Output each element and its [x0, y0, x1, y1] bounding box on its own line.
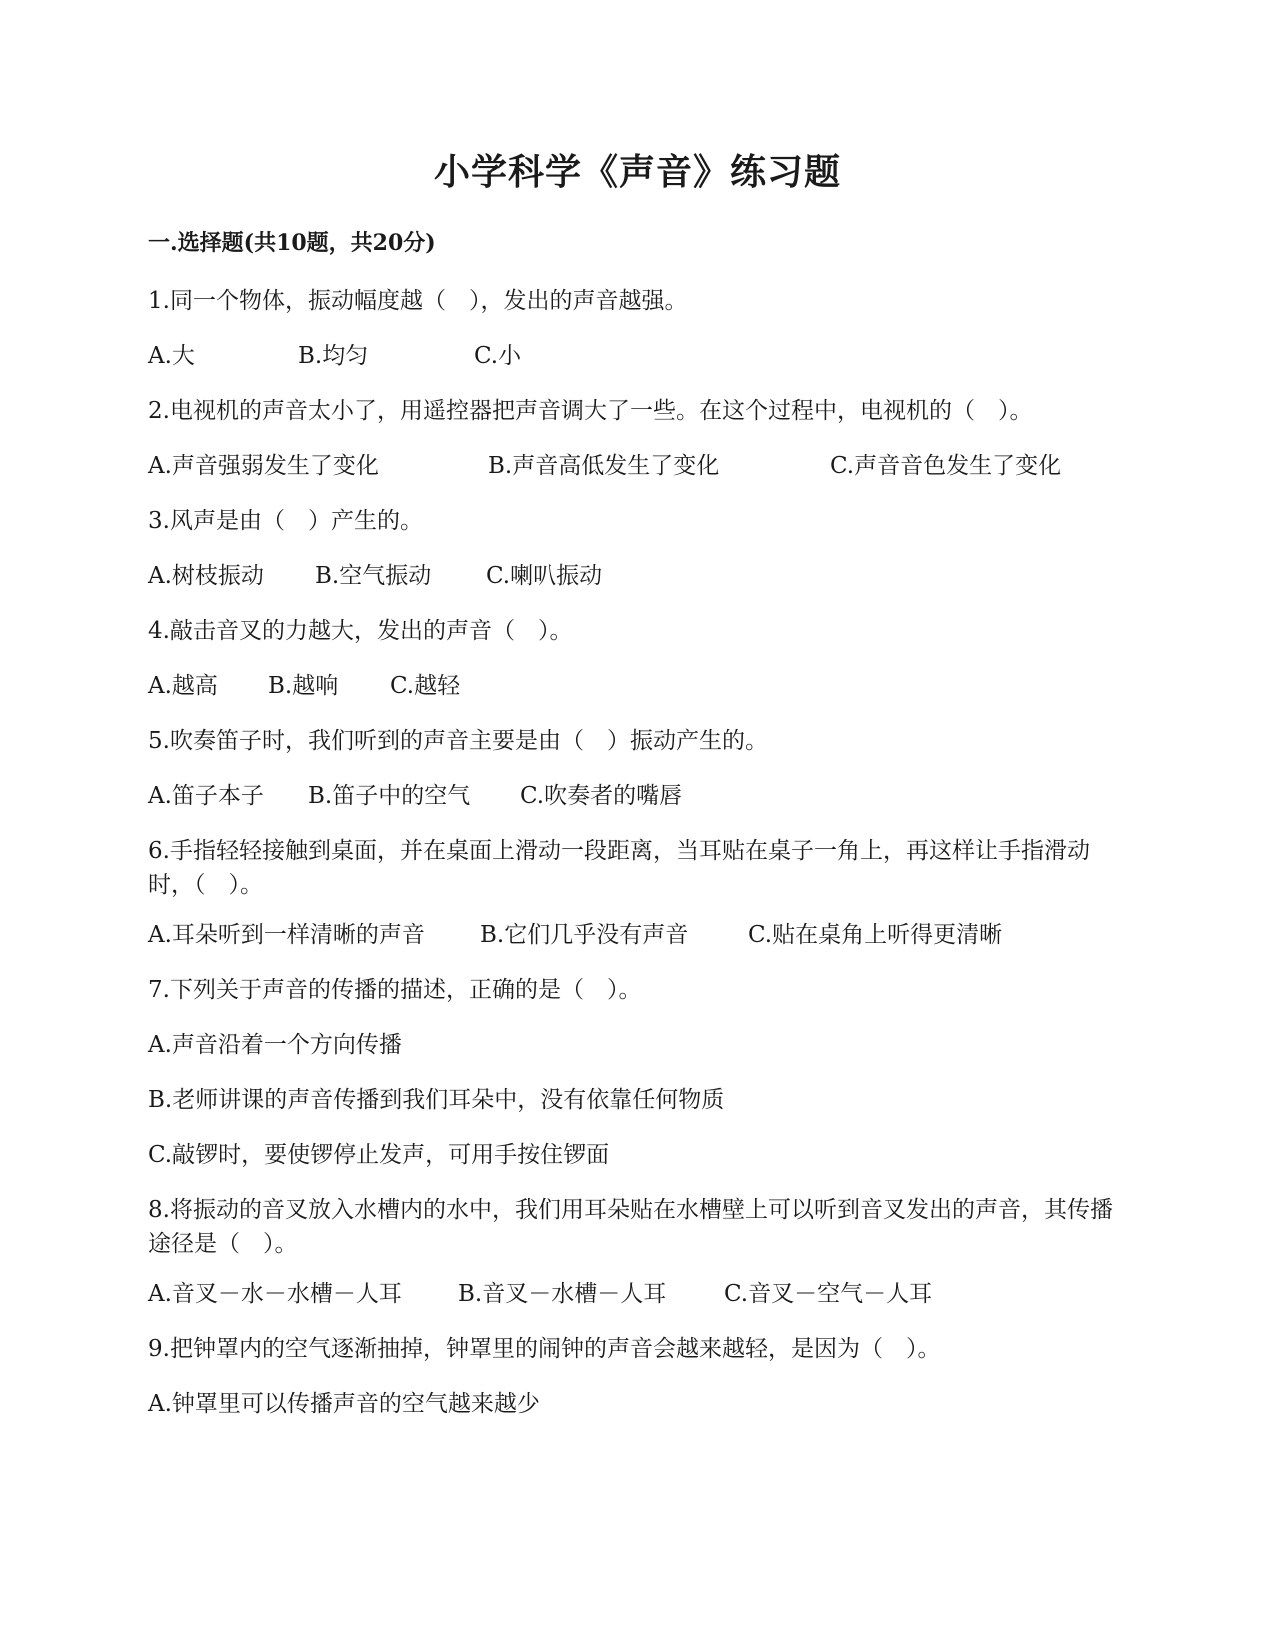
option: A.声音强弱发生了变化 — [148, 453, 379, 479]
question-stem: 5.吹奏笛子时，我们听到的声音主要是由（ ）振动产生的。 — [148, 728, 768, 754]
section-heading: 一.选择题(共10题，共20分) — [148, 230, 436, 256]
question-stem: 4.敲击音叉的力越大，发出的声音（ ）。 — [148, 618, 573, 644]
option: B.它们几乎没有声音 — [480, 922, 689, 948]
option: C.敲锣时，要使锣停止发声，可用手按住锣面 — [148, 1142, 610, 1168]
option: C.贴在桌角上听得更清晰 — [748, 922, 1003, 948]
option: B.笛子中的空气 — [308, 783, 471, 809]
page-title: 小学科学《声音》练习题 — [433, 151, 841, 193]
question-stem: 8.将振动的音叉放入水槽内的水中，我们用耳朵贴在水槽壁上可以听到音叉发出的声音，其传播途径是（ ）。 — [148, 1197, 1113, 1257]
option: C.声音音色发生了变化 — [830, 453, 1062, 479]
option: C.喇叭振动 — [486, 563, 603, 589]
option: C.吹奏者的嘴唇 — [520, 783, 683, 809]
option: B.音叉－水槽－人耳 — [458, 1281, 667, 1307]
option: B.越响 — [268, 673, 339, 699]
question-stem: 1.同一个物体，振动幅度越（ ），发出的声音越强。 — [148, 288, 688, 314]
question-stem: 6.手指轻轻接触到桌面，并在桌面上滑动一段距离，当耳贴在桌子一角上，再这样让手指滑动时，（ ）。 — [148, 838, 1090, 898]
option: C.小 — [474, 343, 522, 369]
option: A.音叉－水－水槽－人耳 — [148, 1281, 402, 1307]
option: A.钟罩里可以传播声音的空气越来越少 — [148, 1391, 540, 1417]
question-stem: 7.下列关于声音的传播的描述，正确的是（ ）。 — [148, 977, 642, 1003]
question-stem: 3.风声是由（ ）产生的。 — [148, 508, 423, 534]
option: A.大 — [148, 343, 195, 369]
option: B.声音高低发生了变化 — [488, 453, 720, 479]
option: C.音叉－空气－人耳 — [724, 1281, 933, 1307]
option: B.空气振动 — [315, 563, 432, 589]
question-stem: 9.把钟罩内的空气逐渐抽掉，钟罩里的闹钟的声音会越来越轻，是因为（ ）。 — [148, 1336, 941, 1362]
option: A.树枝振动 — [148, 563, 264, 589]
option: B.老师讲课的声音传播到我们耳朵中，没有依靠任何物质 — [148, 1087, 725, 1113]
option: B.均匀 — [298, 343, 369, 369]
option: A.耳朵听到一样清晰的声音 — [148, 922, 425, 948]
question-stem: 2.电视机的声音太小了，用遥控器把声音调大了一些。在这个过程中，电视机的（ ）。 — [148, 398, 1033, 424]
option: A.笛子本子 — [148, 783, 264, 809]
option: A.越高 — [148, 673, 218, 699]
option: C.越轻 — [390, 673, 461, 699]
option: A.声音沿着一个方向传播 — [148, 1032, 402, 1058]
